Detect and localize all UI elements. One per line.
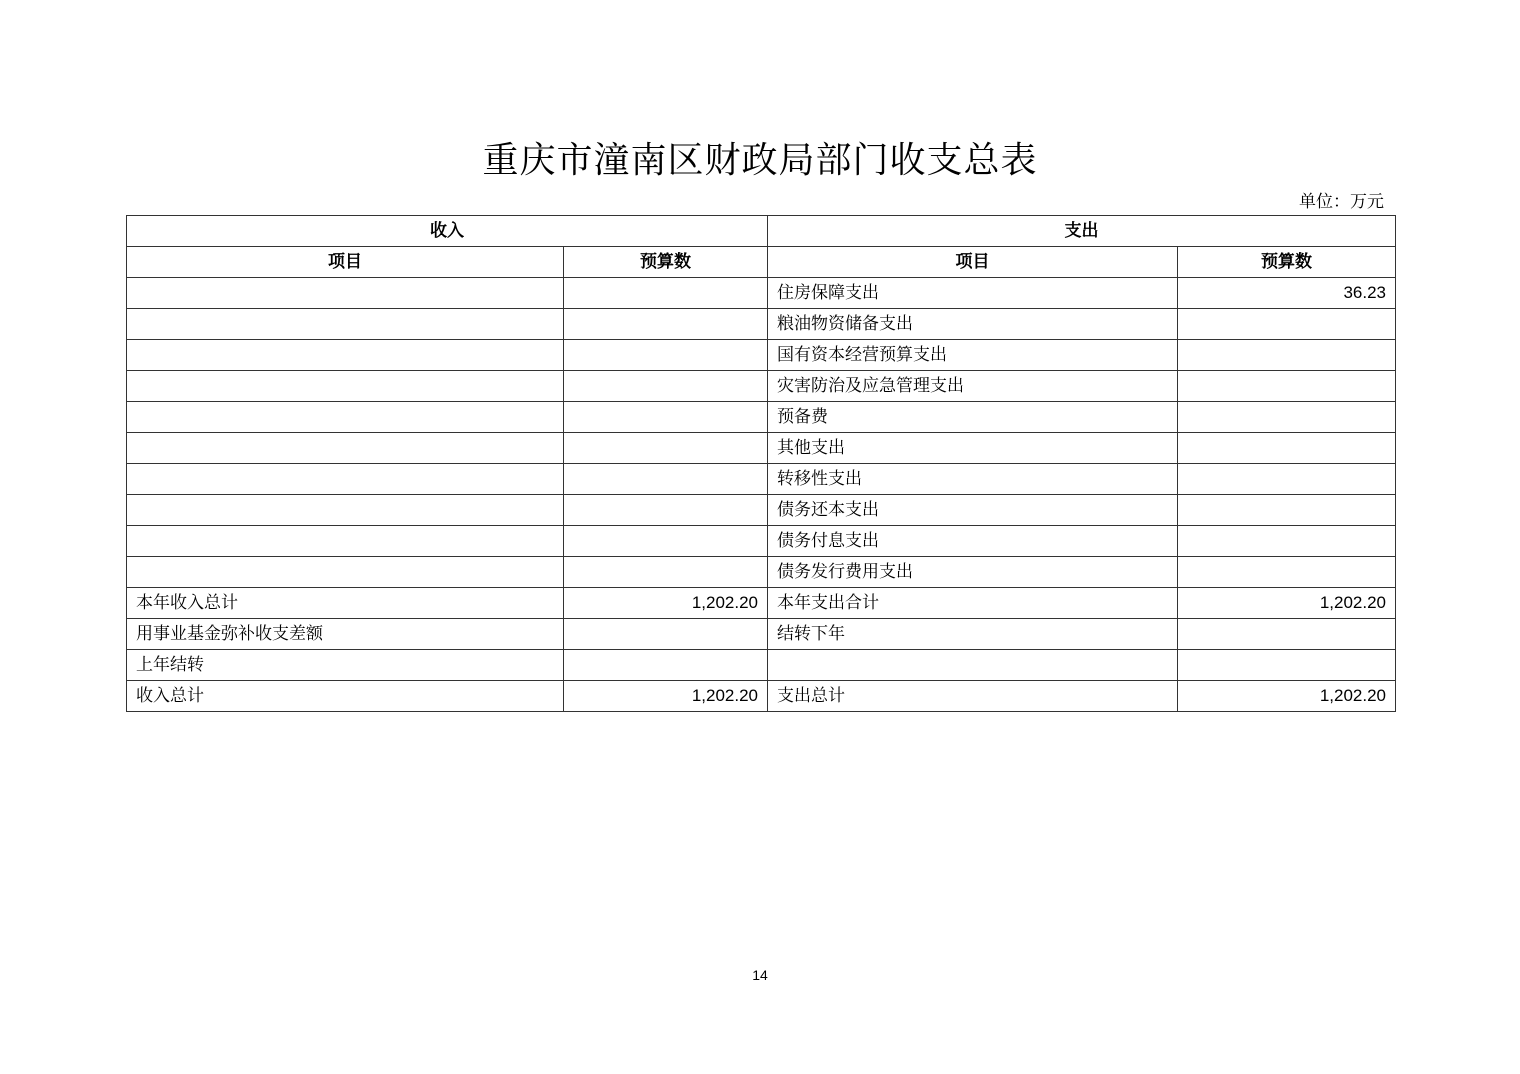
expense-budget-cell [1178,495,1396,526]
income-item-cell: 用事业基金弥补收支差额 [127,619,564,650]
income-budget-cell [564,650,768,681]
income-budget-cell [564,619,768,650]
income-item-cell [127,309,564,340]
income-item-cell [127,278,564,309]
expense-header: 支出 [768,216,1396,247]
expense-item-cell: 本年支出合计 [768,588,1178,619]
income-item-cell [127,340,564,371]
income-budget-cell [564,309,768,340]
table-row [127,495,1396,526]
page-title: 重庆市潼南区财政局部门收支总表 [482,140,1038,181]
expense-item-cell: 其他支出 [768,433,1178,464]
table-row [127,433,1396,464]
income-item-cell: 收入总计 [127,681,564,712]
expense-item-cell: 结转下年 [768,619,1178,650]
income-budget-cell [564,278,768,309]
income-item-cell [127,371,564,402]
income-item-cell [127,495,564,526]
expense-budget-cell [1178,309,1396,340]
expense-budget-cell [1178,433,1396,464]
table-row [127,278,1396,309]
expense-item-cell: 债务还本支出 [768,495,1178,526]
income-item-cell [127,433,564,464]
expense-budget-cell [1178,526,1396,557]
income-item-cell: 上年结转 [127,650,564,681]
table-row [127,464,1396,495]
table-header-row-group [127,216,1396,247]
income-budget-cell [564,557,768,588]
income-item-header: 项目 [127,247,564,278]
income-item-cell [127,526,564,557]
income-budget-cell: 1,202.20 [564,588,768,619]
table-row [127,681,1396,712]
table-header-row-columns [127,247,1396,278]
expense-item-cell: 灾害防治及应急管理支出 [768,371,1178,402]
table-row [127,371,1396,402]
expense-item-cell [768,650,1178,681]
table-row [127,557,1396,588]
expense-budget-cell [1178,650,1396,681]
expense-budget-cell [1178,557,1396,588]
income-budget-cell [564,526,768,557]
table-row [127,526,1396,557]
income-item-cell [127,464,564,495]
income-budget-cell [564,371,768,402]
table-row [127,402,1396,433]
income-item-cell [127,402,564,433]
page-number: 14 [752,967,768,983]
expense-item-cell: 住房保障支出 [768,278,1178,309]
table-row [127,588,1396,619]
table-row [127,619,1396,650]
expense-budget-cell [1178,340,1396,371]
table-row [127,340,1396,371]
income-budget-cell [564,464,768,495]
table-row [127,650,1396,681]
expense-item-header: 项目 [768,247,1178,278]
income-budget-cell [564,402,768,433]
expense-item-cell: 预备费 [768,402,1178,433]
income-budget-cell [564,340,768,371]
expense-item-cell: 粮油物资储备支出 [768,309,1178,340]
income-budget-header: 预算数 [564,247,768,278]
income-budget-cell [564,495,768,526]
expense-budget-cell [1178,464,1396,495]
budget-table [126,215,1396,712]
expense-budget-cell [1178,402,1396,433]
expense-budget-cell [1178,619,1396,650]
expense-item-cell: 支出总计 [768,681,1178,712]
income-header: 收入 [127,216,768,247]
income-budget-cell: 1,202.20 [564,681,768,712]
expense-item-cell: 债务付息支出 [768,526,1178,557]
expense-item-cell: 转移性支出 [768,464,1178,495]
expense-budget-header: 预算数 [1178,247,1396,278]
expense-item-cell: 债务发行费用支出 [768,557,1178,588]
expense-item-cell: 国有资本经营预算支出 [768,340,1178,371]
unit-label: 单位：万元 [1299,192,1384,212]
expense-budget-cell: 36.23 [1178,278,1396,309]
income-item-cell: 本年收入总计 [127,588,564,619]
income-item-cell [127,557,564,588]
expense-budget-cell: 1,202.20 [1178,588,1396,619]
income-budget-cell [564,433,768,464]
table-row [127,309,1396,340]
expense-budget-cell [1178,371,1396,402]
expense-budget-cell: 1,202.20 [1178,681,1396,712]
